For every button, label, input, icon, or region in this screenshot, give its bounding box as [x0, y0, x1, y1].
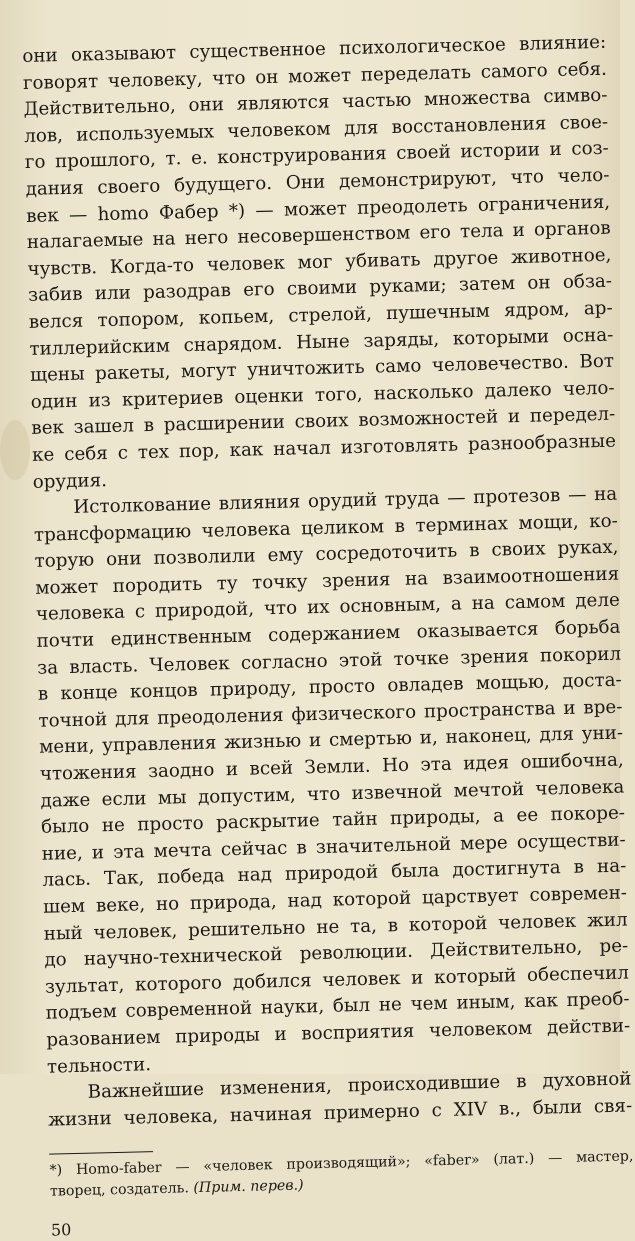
text-line: дания своего будущего. Они демонстрируют, что чело-	[25, 164, 610, 200]
text-line: лов, используемых человеком для восстановления свое-	[23, 111, 609, 147]
text-line: подъем современной науки, был не чем иным, как преоб-	[45, 988, 630, 1025]
paper-stain	[0, 420, 30, 480]
text-line: почти единственным содержанием оказывается борьба	[36, 616, 621, 652]
text-line: чувств. Когда-то человек мог убивать другое животное,	[27, 244, 612, 280]
text-line: один из критериев оценки того, насколько далеко чело-	[30, 377, 615, 413]
text-line: орудия.	[32, 469, 108, 493]
text-line: шем веке, но природа, над которой царствует современ-	[42, 882, 628, 918]
text-line: за власть. Человек согласно этой точке зрения покорил	[36, 643, 622, 679]
page-number: 50	[50, 1220, 72, 1240]
text-line: мени, управления жизнью и смертью и, наконец, для уни-	[38, 722, 624, 759]
text-line: до научно-технической революции. Действительно, ре-	[44, 935, 629, 971]
text-line: Важнейшие изменения, происходившие в духовной	[87, 1068, 632, 1103]
text-line: забив или разодрав его своими руками; затем он обза-	[27, 271, 613, 307]
footnote	[49, 1147, 634, 1203]
text-line: Истолкование влияния орудий труда — протезов — на	[73, 483, 618, 518]
text-line: Действительно, они являются частью множества симво-	[23, 84, 608, 121]
text-line: зультат, которого добился человек и который обеспечил	[44, 962, 630, 998]
text-line: трансформацию человека целиком в терминах мощи, ко-	[33, 510, 619, 546]
text-line: век — homo Фабер *) — может преодолеть ограничения,	[25, 191, 611, 227]
text-line: ке себя с тех пор, как начал изготовлять разнообразные	[31, 430, 617, 466]
paragraph-2	[33, 482, 631, 1081]
text-line: человека с природой, что их основным, а на самом деле	[35, 590, 621, 626]
footnote-text: творец, создатель.	[49, 1180, 194, 1200]
text-line: велся топором, копьем, стрелой, пушечным ядром, ар-	[28, 297, 613, 333]
text-line: век зашел в расширении своих возможностей и передел-	[31, 403, 616, 440]
paragraph-1	[22, 30, 617, 496]
page-content	[22, 30, 635, 1241]
text-line: налагаемые на него несовершенством его тела и органов	[26, 217, 611, 254]
text-line: в конце концов природу, просто овладев мощью, доста-	[37, 669, 622, 706]
text-line: может породить ту точку зрения на взаимоотношения	[35, 563, 620, 599]
text-line: точной для преодоления физического пространства и вре-	[38, 696, 623, 732]
text-line: тельности.	[46, 1053, 152, 1078]
text-line: было не просто раскрытие тайн природы, а ее покоре-	[40, 802, 626, 838]
text-line: щены ракеты, могут уничтожить само человечество. Вот	[29, 350, 615, 387]
text-line: даже если мы допустим, что извечной мечтой человека	[40, 776, 625, 812]
text-line: они оказывают существенное психологическое влияние:	[22, 31, 607, 67]
text-line: торую они позволили ему сосредоточить в своих руках,	[34, 536, 619, 573]
text-line: го прошлого, т. е. конструирования своей истории и соз-	[24, 138, 609, 174]
text-line: ный человек, решительно не та, в которой человек жил	[43, 909, 628, 945]
text-line: разованием природы и восприятия человеком действи-	[46, 1015, 631, 1051]
text-line: лась. Так, победа над природой была достигнута в на-	[42, 855, 627, 892]
translator-note: (Прим. перев.)	[193, 1177, 304, 1197]
text-line: чтожения заодно и всей Земли. Но эта идея ошибочна,	[39, 749, 624, 785]
text-line: жизни человека, начиная примерно с XIV в., были свя-	[48, 1095, 633, 1131]
text-line: тиллерийским снарядом. Ныне заряды, которыми осна-	[29, 324, 614, 360]
footnote-divider	[49, 1151, 153, 1155]
footnote-line: *) Homo-faber — «человек производящий»; «faber» (лат.) — мастер,	[49, 1148, 634, 1180]
text-line: говорят человеку, что он может переделать самого себя.	[22, 58, 608, 94]
text-line: ние, и эта мечта сейчас в значительной мере осуществи-	[41, 829, 626, 865]
